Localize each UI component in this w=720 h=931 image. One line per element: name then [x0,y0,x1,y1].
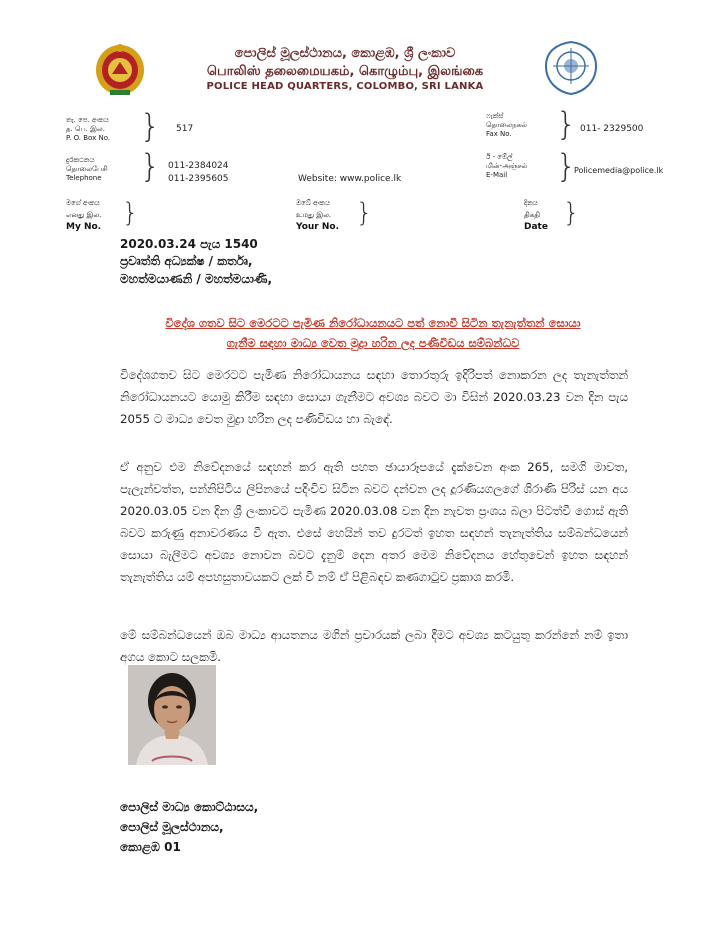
email-value: Policemedia@police.lk [574,166,664,175]
website: Website: www.police.lk [298,174,402,184]
header-sinhala: පොලිස් මූලස්ථානය, කොළඹ, ශ්‍රී ලංකාව [234,46,456,61]
letter-addressee: ප්‍රවෘත්ති අධ්‍යක්ෂ / කර්තෘ, [120,254,253,268]
paragraph-2: ඒ අනුව එම නිවේදනයේ සඳහන් කර ඇති පහත ඡායාරූපයේ දැක්වෙන අංක 265, සමගි මාවත, පැලැන්වත්ත, පන්නිපිටිය ලිපිනයේ පදිංචිව සිටින බවට දන්වන ලද දූරණියගලගේ ශිරාණි පිරිස් යන අය 2020.03.05 වන දින ශ්‍රී ලංකාවට පැමිණ 2020.03.08 වන දින නැවත ප්‍රංශය බලා පිටත්වී ගොස් ඇති බවට කරුණු අනාවරණය වී ඇත. එසේ හෙයින් තව දුරටත් ඉහත සඳහන් තැනැත්තිය සම්බන්ධයෙන් සොයා බැලීමට අවශ්‍ය නොවන බවට දැනුම් දෙන අතර මෙම නිවේදනය හේතුවෙන් ඉහත සඳහන් තැනැත්තිය යම් අපහසුතාවයකට ලක් වී නම් ඒ පිළිබඳව කණගාටුව ප්‍රකාශ කරමි. [120,460,628,584]
paragraph-1: විදේශගතව සිට මෙරටට පැමිණ නිරෝධායනය සඳහා තොරතුරු ඉදිරිපත් නොකරන ලද තැනැත්තන් නිරෝධායනයට යොමු කිරීම සඳහා සොයා ගැනීමට අවශ්‍ය බවට මා විසින් 2020.03.23 වන දින පැය 2055 ට මාධ්‍ය වෙත මුද්‍රා හරින ලද පණිවිඩය හා බැඳේ. [120,368,628,426]
telephone-value-1: 011-2384024 [168,161,229,171]
pobox-label: තැ. පෙ. අංකය த. பெ. இல. P. O. Box No. [66,116,111,142]
subject-line-1: විදේශ ගතව සිට මෙරටට පැමිණ නිරෝධායනයට පත් නොවී සිටින තැනැත්තන් සොයා [165,316,581,330]
brace: } [563,198,580,228]
brace: } [140,107,161,145]
person-photo [128,665,216,765]
paragraph-3: මේ සම්බන්ධයෙන් ඔබ මාධ්‍ය ආයතනය මගින් ප්‍රචාරයක් ලබා දීමට අවශ්‍ය කටයුතු කරන්නේ නම් ඉතා අගය කොට සලකමි. [120,628,628,664]
header-tamil: பொலிஸ் தலைமையகம், கொழும்பு, இலங்கை [206,64,484,79]
signature-line-3: කොළඹ 01 [120,840,181,854]
telephone-label: දුරකථනය தொலைபேசி Telephone [66,156,108,182]
email-label: ඊ - මේල් மின்-அஞ்சல் E-Mail [486,153,528,179]
brace: } [556,147,577,185]
brace: } [140,147,161,185]
fax-value: 011- 2329500 [580,124,644,134]
police-crest-icon [538,38,604,96]
brace: } [356,198,373,228]
sri-lanka-emblem-icon [92,40,148,98]
header-english: POLICE HEAD QUARTERS, COLOMBO, SRI LANKA [206,81,484,92]
your-no-label: ඔබේ අංකය உமது இல. Your No. [296,199,339,232]
signature-line-2: පොලිස් මූලස්ථානය, [120,820,224,834]
date-label: දිනය திகதி Date [524,199,548,232]
person-photo-image [128,665,216,765]
letter-date: 2020.03.24 පැය 1540 [120,237,258,251]
brace: } [122,198,139,228]
signature-line-1: පොලිස් මාධ්‍ය කොට්ඨාසය, [120,800,259,814]
subject-line-2: ගැනීම සඳහා මාධ්‍ය වෙත මුද්‍රා හරින ලද පණිවිඩය සම්බන්ධව [226,336,520,350]
letter-salutation: මහත්මයාණනි / මහත්මයාණි, [120,272,273,286]
brace: } [556,105,577,143]
telephone-value-2: 011-2395605 [168,174,229,184]
my-no-label: මගේ අංකය எனது இல. My No. [66,199,102,232]
fax-label: ෆැක්ස් தொலைநகல் Fax No. [486,112,527,138]
pobox-value: 517 [176,124,194,134]
